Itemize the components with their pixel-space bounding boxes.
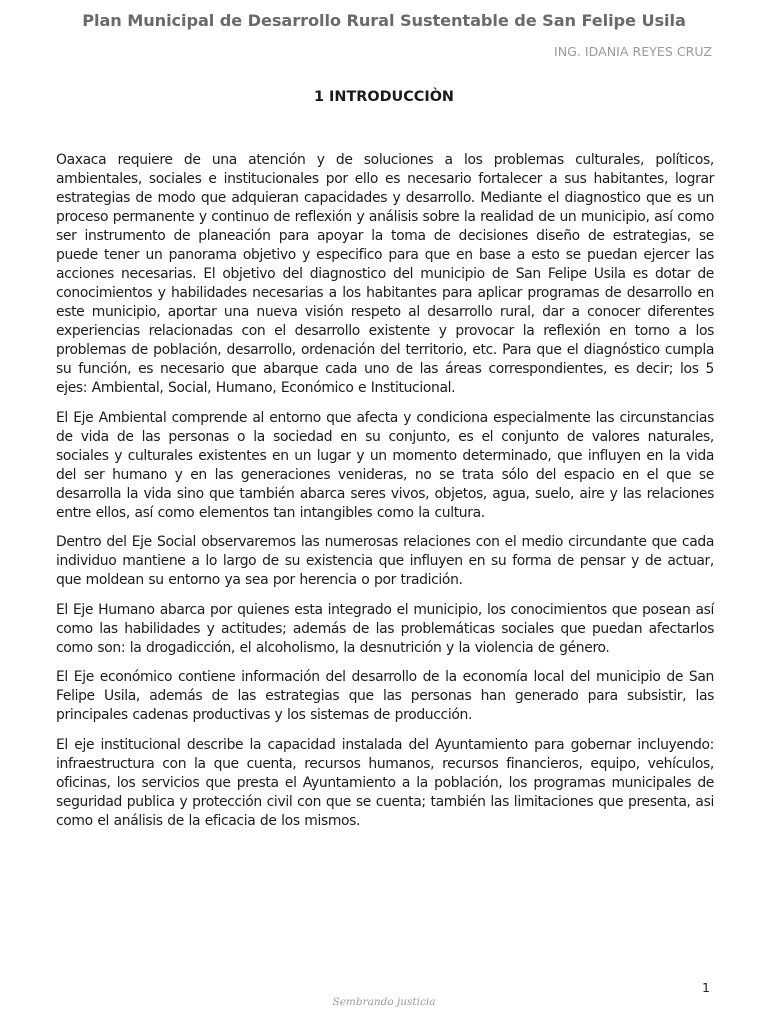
paragraph-eje-ambiental: El Eje Ambiental comprende al entorno que afecta y condiciona especialmente las circunstancias de vida de las personas o la sociedad en su conjunto, es el conjunto de valores naturales, sociales y culturales existentes en un lugar y un momento determinado, que influyen en la vida del ser humano y en las generaciones venideras, no se trata sólo del espacio en el que se desarrolla la vida sino que también abarca seres vivos, objetos, agua, suelo, aire y las relaciones entre ellos, así como elementos tan intangibles como la cultura.: [56, 409, 714, 521]
paragraph-introduction: Oaxaca requiere de una atención y de soluciones a los problemas culturales, políticos, ambientales, sociales e institucionales por ello es necesario fortalecer a sus habitantes, lograr estrategias de modo que adquieran capacidades y desarrollo. Mediante el diagnostico que es un proceso permanente y continuo de reflexión y análisis sobre la realidad de un municipio, así como ser instrumento de planeación para apoyar la toma de decisiones diseño de estrategias, se puede tener un panorama objetivo y especifico para que en base a esto se puedan ejercer las acciones necesarias. El objetivo del diagnostico del municipio de San Felipe Usila es dotar de conocimientos y habilidades necesarias a los habitantes para aplicar programas de desarrollo en este municipio, aportar una nueva visión respeto al desarrollo rural, dar a conocer diferentes experiencias relacionadas con el desarrollo existente y provocar la reflexión en torno a los problemas de población, desarrollo, ordenación del territorio, etc. Para que el diagnóstico cumpla su función, es necesario que abarque cada uno de las áreas correspondientes, es decir; los 5 ejes: Ambiental, Social, Humano, Económico e Institucional.: [56, 152, 714, 396]
document-body: [56, 151, 714, 841]
paragraph-eje-humano: El Eje Humano abarca por quienes esta integrado el municipio, los conocimientos que posean así como las habilidades y actitudes; además de las problemáticas sociales que puedan afectarlos como son: la drogadicción, el alcoholismo, la desnutrición y la violencia de género.: [56, 601, 714, 656]
paragraph-eje-economico: El Eje económico contiene información del desarrollo de la economía local del municipio de San Felipe Usila, además de las estrategias que las personas han generado para subsistir, las principales cadenas productivas y los sistemas de producción.: [56, 669, 714, 723]
document-header-author: ING. IDANIA REYES CRUZ: [554, 44, 712, 59]
paragraph-eje-social: Dentro del Eje Social observaremos las numerosas relaciones con el medio circundante que cada individuo mantiene a lo largo de su existencia que influyen en su forma de pensar y de actuar, que moldean su entorno ya sea por herencia o por tradición.: [56, 534, 714, 588]
section-heading: 1 INTRODUCCIÒN: [314, 89, 454, 105]
footer-motto: Sembrando justicia: [332, 996, 436, 1008]
document-header-title: Plan Municipal de Desarrollo Rural Sustentable de San Felipe Usila: [82, 11, 686, 30]
page-number: 1: [702, 980, 710, 995]
paragraph-eje-institucional: El eje institucional describe la capacidad instalada del Ayuntamiento para gobernar incluyendo: infraestructura con la que cuenta, recursos humanos, recursos financieros, equipo, vehículos, oficinas, los servicios que presta el Ayuntamiento a la población, los programas municipales de seguridad publica y protección civil con que se cuenta; también las limitaciones que presenta, asi como el análisis de la eficacia de los mismos.: [56, 736, 714, 829]
